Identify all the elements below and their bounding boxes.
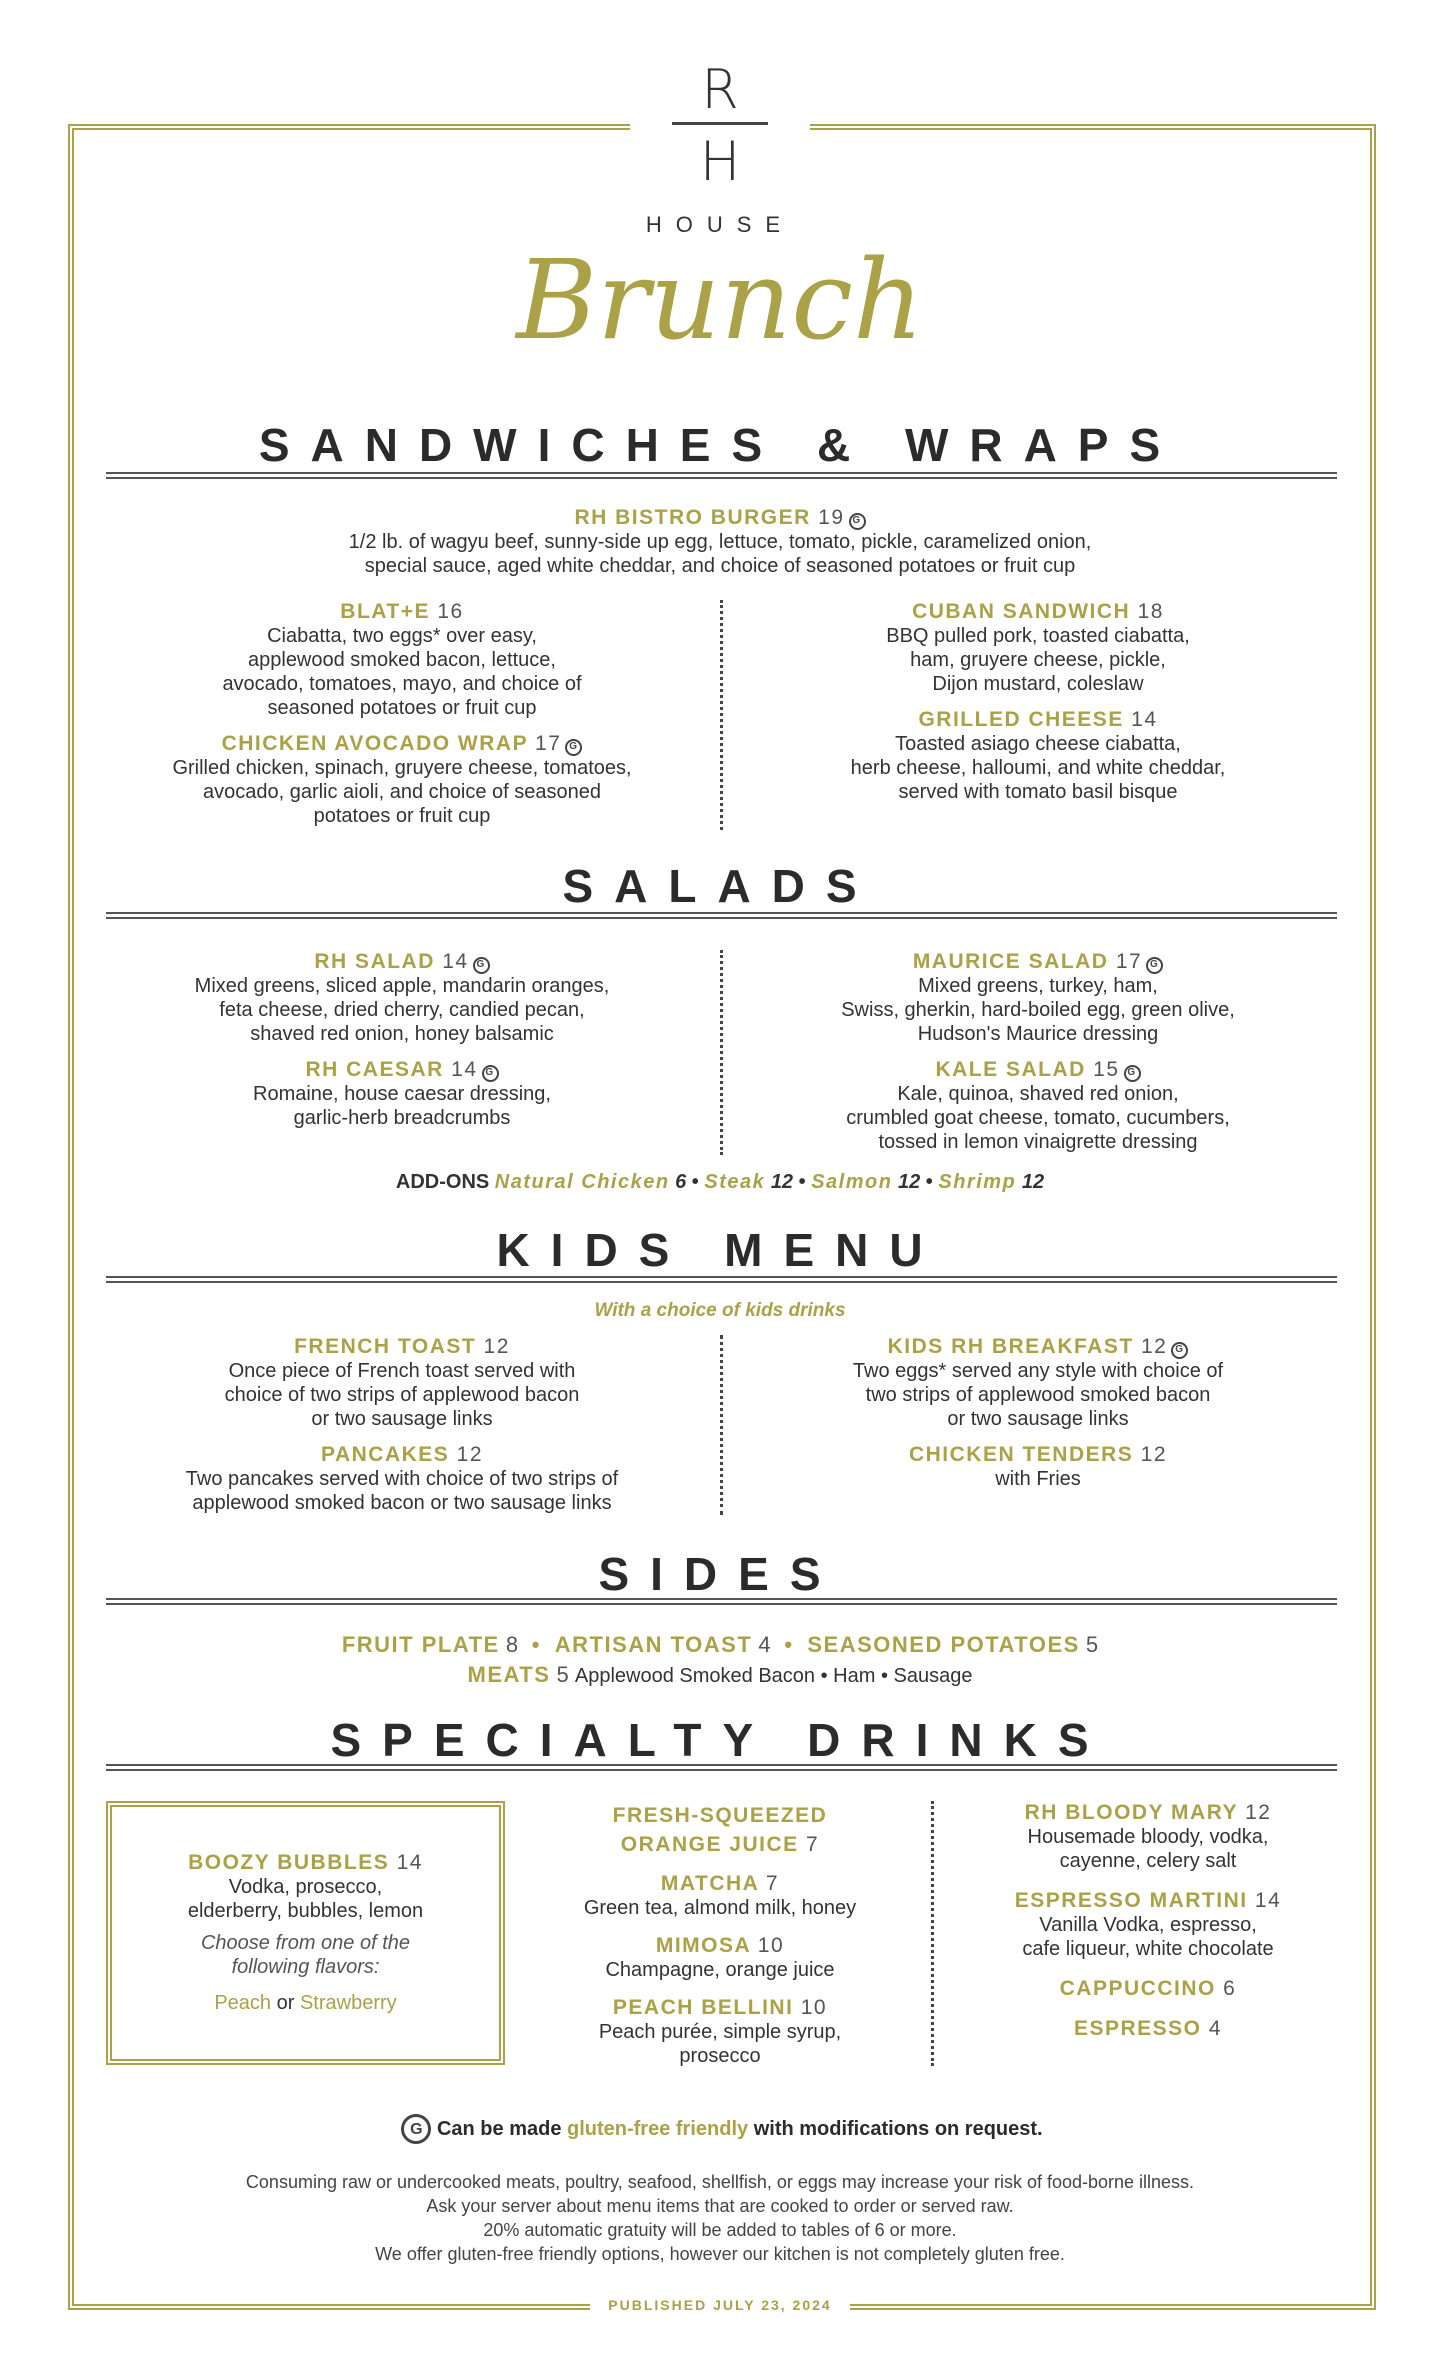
item-price: 12 bbox=[1245, 1801, 1272, 1824]
item-price: 18 bbox=[1137, 600, 1164, 623]
side-price: 8 bbox=[505, 1632, 519, 1657]
item-desc: cafe liqueur, white chocolate bbox=[1022, 1938, 1274, 1960]
item-price: 7 bbox=[806, 1833, 820, 1856]
kids-right-column bbox=[740, 1335, 1336, 1503]
sandwiches-right-column bbox=[740, 600, 1336, 816]
item-desc: avocado, garlic aioli, and choice of seasoned bbox=[202, 781, 602, 803]
gf-icon: G bbox=[1146, 957, 1163, 974]
menu-item bbox=[102, 600, 702, 720]
gluten-free-note bbox=[0, 2114, 1440, 2144]
menu-item bbox=[102, 950, 702, 1046]
side-name: MEATS bbox=[467, 1662, 551, 1687]
column-divider bbox=[720, 600, 723, 830]
item-name: PEACH BELLINI bbox=[612, 1996, 794, 2019]
gf-icon: G bbox=[482, 1065, 499, 1082]
item-desc: avocado, tomatoes, mayo, and choice of bbox=[222, 673, 582, 695]
item-desc: BBQ pulled pork, toasted ciabatta, bbox=[886, 625, 1190, 647]
item-desc: Mixed greens, turkey, ham, bbox=[918, 975, 1158, 997]
drinks-middle-column bbox=[530, 1801, 910, 1871]
item-name: CHICKEN AVOCADO WRAP bbox=[221, 732, 528, 755]
item-name: BOOZY BUBBLES bbox=[188, 1851, 390, 1874]
item-price: 12 bbox=[456, 1443, 483, 1466]
item-desc: Grilled chicken, spinach, gruyere cheese, tomatoes, bbox=[172, 757, 632, 779]
disclaimer bbox=[0, 2170, 1440, 2266]
gf-note-highlight: gluten-free friendly bbox=[567, 2118, 749, 2140]
item-name: CUBAN SANDWICH bbox=[912, 600, 1131, 623]
item-name: GRILLED CHEESE bbox=[918, 708, 1124, 731]
flavor-note: following flavors: bbox=[231, 1956, 380, 1978]
menu-item bbox=[740, 600, 1336, 696]
section-heading-salads: SALADS bbox=[562, 860, 878, 912]
menu-item-featured bbox=[0, 506, 1440, 578]
menu-item bbox=[530, 1872, 910, 1920]
menu-item bbox=[740, 1443, 1336, 1491]
item-desc: crumbled goat cheese, tomato, cucumbers, bbox=[846, 1107, 1230, 1129]
drinks-middle-rest bbox=[530, 1872, 910, 2082]
item-name: ESPRESSO MARTINI bbox=[1014, 1889, 1248, 1912]
item-desc: applewood smoked bacon or two sausage links bbox=[192, 1492, 612, 1514]
addon-price: 12 bbox=[1021, 1171, 1045, 1193]
menu-item bbox=[950, 1889, 1346, 1961]
item-desc: choice of two strips of applewood bacon bbox=[224, 1384, 580, 1406]
menu-item bbox=[950, 1977, 1346, 2001]
column-divider bbox=[720, 950, 723, 1155]
item-name: RH CAESAR bbox=[305, 1058, 444, 1081]
side-price: 5 bbox=[556, 1662, 569, 1687]
addon-name: Steak bbox=[704, 1171, 766, 1193]
gf-icon: G bbox=[565, 739, 582, 756]
item-desc: Romaine, house caesar dressing, bbox=[253, 1083, 551, 1105]
addon-price: 6 bbox=[675, 1171, 687, 1193]
item-desc: Green tea, almond milk, honey bbox=[583, 1897, 857, 1919]
item-desc: potatoes or fruit cup bbox=[313, 805, 491, 827]
item-desc: Hudson's Maurice dressing bbox=[917, 1023, 1159, 1045]
item-price: 17 bbox=[1115, 950, 1143, 973]
item-name: CHICKEN TENDERS bbox=[908, 1443, 1134, 1466]
item-name: RH BLOODY MARY bbox=[1024, 1801, 1238, 1824]
section-rule bbox=[106, 1276, 1337, 1283]
item-desc: Toasted asiago cheese ciabatta, bbox=[895, 733, 1181, 755]
flavor-note: Choose from one of the bbox=[200, 1932, 410, 1954]
column-divider bbox=[720, 1335, 723, 1515]
section-rule bbox=[106, 1764, 1337, 1771]
boozy-bubbles-box bbox=[106, 1801, 505, 2065]
gf-icon: G bbox=[849, 513, 866, 530]
item-price: 16 bbox=[437, 600, 464, 623]
disclaimer-line: Consuming raw or undercooked meats, poultry, seafood, shellfish, or eggs may increase your risk of food-borne illness. bbox=[245, 2172, 1195, 2192]
item-desc: Two pancakes served with choice of two strips of bbox=[185, 1468, 619, 1490]
logo-letter-r: R bbox=[701, 58, 739, 121]
item-desc: Peach purée, simple syrup, bbox=[598, 2021, 842, 2043]
item-price: 17 bbox=[535, 732, 562, 755]
item-desc: Once piece of French toast served with bbox=[228, 1360, 576, 1382]
addons-label: ADD-ONS bbox=[395, 1171, 490, 1193]
item-desc: or two sausage links bbox=[947, 1408, 1129, 1430]
section-heading-kids: KIDS MENU bbox=[496, 1224, 944, 1276]
logo-letter-h: H bbox=[699, 130, 741, 193]
house-label: HOUSE bbox=[645, 212, 795, 237]
item-desc: Dijon mustard, coleslaw bbox=[932, 673, 1144, 695]
menu-item bbox=[740, 1058, 1336, 1154]
item-desc: tossed in lemon vinaigrette dressing bbox=[878, 1131, 1198, 1153]
item-desc: elderberry, bubbles, lemon bbox=[187, 1900, 424, 1922]
salads-right-column bbox=[740, 950, 1336, 1166]
item-desc: with Fries bbox=[995, 1468, 1081, 1490]
item-price: 15 bbox=[1093, 1058, 1120, 1081]
gf-note-text: Can be made bbox=[436, 2118, 562, 2140]
salads-left-column bbox=[102, 950, 702, 1142]
item-desc: herb cheese, halloumi, and white cheddar, bbox=[850, 757, 1226, 779]
kids-left-column bbox=[102, 1335, 702, 1527]
item-name: FRESH-SQUEEZED bbox=[612, 1804, 828, 1827]
column-divider bbox=[931, 1801, 934, 2066]
item-name: KIDS RH BREAKFAST bbox=[887, 1335, 1134, 1358]
item-desc: Vanilla Vodka, espresso, bbox=[1039, 1914, 1257, 1936]
flavor-option: Peach bbox=[214, 1992, 272, 2014]
item-price: 12 bbox=[483, 1335, 510, 1358]
item-desc: Kale, quinoa, shaved red onion, bbox=[897, 1083, 1179, 1105]
item-name: ESPRESSO bbox=[1073, 2017, 1202, 2040]
item-price: 4 bbox=[1208, 2017, 1223, 2040]
gf-icon: G bbox=[473, 957, 490, 974]
item-name: KALE SALAD bbox=[935, 1058, 1086, 1081]
item-desc: Ciabatta, two eggs* over easy, bbox=[267, 625, 537, 647]
disclaimer-line: Ask your server about menu items that are cooked to order or served raw. bbox=[426, 2196, 1014, 2216]
item-name: MAURICE SALAD bbox=[912, 950, 1109, 973]
flavor-or: or bbox=[276, 1992, 295, 2014]
item-name: FRENCH TOAST bbox=[294, 1335, 477, 1358]
item-price: 12 bbox=[1141, 1335, 1168, 1358]
side-price: 4 bbox=[758, 1632, 771, 1657]
disclaimer-line: 20% automatic gratuity will be added to tables of 6 or more. bbox=[483, 2220, 957, 2240]
item-name: MATCHA bbox=[660, 1872, 759, 1895]
gf-note-text: with modifications on request. bbox=[753, 2118, 1043, 2140]
item-desc: Champagne, orange juice bbox=[605, 1959, 835, 1981]
published-date: PUBLISHED JULY 23, 2024 bbox=[590, 2297, 850, 2313]
sides-list: FRUIT PLATE 8 • ARTISAN TOAST 4 • SEASONED POTATOES 5 MEATS 5 Applewood Smoked Bacon • Ham • Sausage bbox=[341, 1632, 1099, 1687]
menu-item bbox=[530, 1996, 910, 2068]
item-desc: served with tomato basil bisque bbox=[898, 781, 1178, 803]
section-rule bbox=[106, 472, 1337, 479]
addon-name: Salmon bbox=[811, 1171, 893, 1193]
item-desc: applewood smoked bacon, lettuce, bbox=[248, 649, 556, 671]
addon-price: 12 bbox=[898, 1171, 921, 1193]
item-price: 7 bbox=[765, 1872, 780, 1895]
item-name: PANCAKES bbox=[321, 1443, 450, 1466]
item-desc: Two eggs* served any style with choice of bbox=[852, 1360, 1224, 1382]
menu-item bbox=[740, 1335, 1336, 1431]
side-price: 5 bbox=[1085, 1632, 1099, 1657]
section-heading-drinks: SPECIALTY DRINKS bbox=[330, 1714, 1110, 1766]
item-desc: 1/2 lb. of wagyu beef, sunny-side up egg, lettuce, tomato, pickle, caramelized onion, bbox=[348, 531, 1092, 553]
item-name: ORANGE JUICE bbox=[620, 1833, 799, 1856]
section-heading-sides: SIDES bbox=[598, 1548, 842, 1600]
menu-item bbox=[950, 1801, 1346, 1873]
item-desc: special sauce, aged white cheddar, and choice of seasoned potatoes or fruit cup bbox=[364, 555, 1076, 577]
drinks-right-column bbox=[950, 1801, 1346, 2057]
item-price: 10 bbox=[757, 1934, 785, 1957]
menu-item bbox=[102, 1058, 702, 1130]
side-name: ARTISAN TOAST bbox=[554, 1632, 753, 1657]
section-rule bbox=[106, 1598, 1337, 1605]
menu-item bbox=[740, 950, 1336, 1046]
addon-name: Shrimp bbox=[938, 1171, 1017, 1193]
logo-divider bbox=[672, 122, 768, 125]
disclaimer-line: We offer gluten-free friendly options, however our kitchen is not completely gluten free. bbox=[375, 2244, 1065, 2264]
menu-item bbox=[950, 2017, 1346, 2041]
item-desc: garlic-herb breadcrumbs bbox=[293, 1107, 511, 1129]
item-name: CAPPUCCINO bbox=[1059, 1977, 1216, 2000]
item-price: 10 bbox=[800, 1996, 828, 2019]
item-desc: two strips of applewood smoked bacon bbox=[865, 1384, 1211, 1406]
side-desc: Applewood Smoked Bacon • Ham • Sausage bbox=[574, 1665, 973, 1687]
sandwiches-left-column bbox=[102, 600, 702, 840]
item-desc: feta cheese, dried cherry, candied pecan, bbox=[219, 999, 585, 1021]
menu-item bbox=[530, 1934, 910, 1982]
item-price: 14 bbox=[442, 950, 469, 973]
side-name: FRUIT PLATE bbox=[341, 1632, 500, 1657]
item-price: 19 bbox=[818, 506, 845, 529]
item-desc: ham, gruyere cheese, pickle, bbox=[910, 649, 1166, 671]
item-price: 6 bbox=[1223, 1977, 1237, 2000]
gf-icon: G bbox=[1171, 1342, 1188, 1359]
addon-price: 12 bbox=[770, 1171, 794, 1193]
item-price: 12 bbox=[1140, 1443, 1168, 1466]
item-price: 14 bbox=[396, 1851, 423, 1874]
addon-name: Natural Chicken bbox=[494, 1171, 670, 1193]
item-desc: or two sausage links bbox=[311, 1408, 493, 1430]
item-price: 14 bbox=[1254, 1889, 1282, 1912]
menu-item bbox=[102, 1443, 702, 1515]
flavor-option: Strawberry bbox=[299, 1992, 397, 2014]
side-name: SEASONED POTATOES bbox=[807, 1632, 1080, 1657]
item-desc: prosecco bbox=[679, 2045, 761, 2067]
item-desc: cayenne, celery salt bbox=[1059, 1850, 1237, 1872]
brunch-title: Brunch bbox=[516, 236, 924, 364]
item-desc: seasoned potatoes or fruit cup bbox=[267, 697, 537, 719]
menu-item bbox=[102, 1335, 702, 1431]
item-desc: Housemade bloody, vodka, bbox=[1027, 1826, 1269, 1848]
gf-icon: G bbox=[401, 2114, 431, 2144]
menu-item bbox=[102, 732, 702, 828]
section-rule bbox=[106, 912, 1337, 919]
item-desc: shaved red onion, honey balsamic bbox=[250, 1023, 554, 1045]
item-desc: Vodka, prosecco, bbox=[228, 1876, 383, 1898]
item-name: BLAT+E bbox=[340, 600, 430, 623]
gf-icon: G bbox=[1124, 1065, 1141, 1082]
item-name: MIMOSA bbox=[655, 1934, 751, 1957]
item-price: 14 bbox=[451, 1058, 478, 1081]
item-name: RH BISTRO BURGER bbox=[574, 506, 811, 529]
section-heading-sandwiches: SANDWICHES & WRAPS bbox=[258, 419, 1182, 471]
item-price: 14 bbox=[1131, 708, 1158, 731]
item-desc: Swiss, gherkin, hard-boiled egg, green olive, bbox=[841, 999, 1235, 1021]
item-name: RH SALAD bbox=[314, 950, 435, 973]
menu-item bbox=[740, 708, 1336, 804]
kids-subtitle: With a choice of kids drinks bbox=[594, 1300, 846, 1321]
item-desc: Mixed greens, sliced apple, mandarin oranges, bbox=[194, 975, 610, 997]
addons-line: ADD-ONS Natural Chicken 6 • Steak 12 • Salmon 12 • Shrimp 12 bbox=[395, 1171, 1045, 1193]
